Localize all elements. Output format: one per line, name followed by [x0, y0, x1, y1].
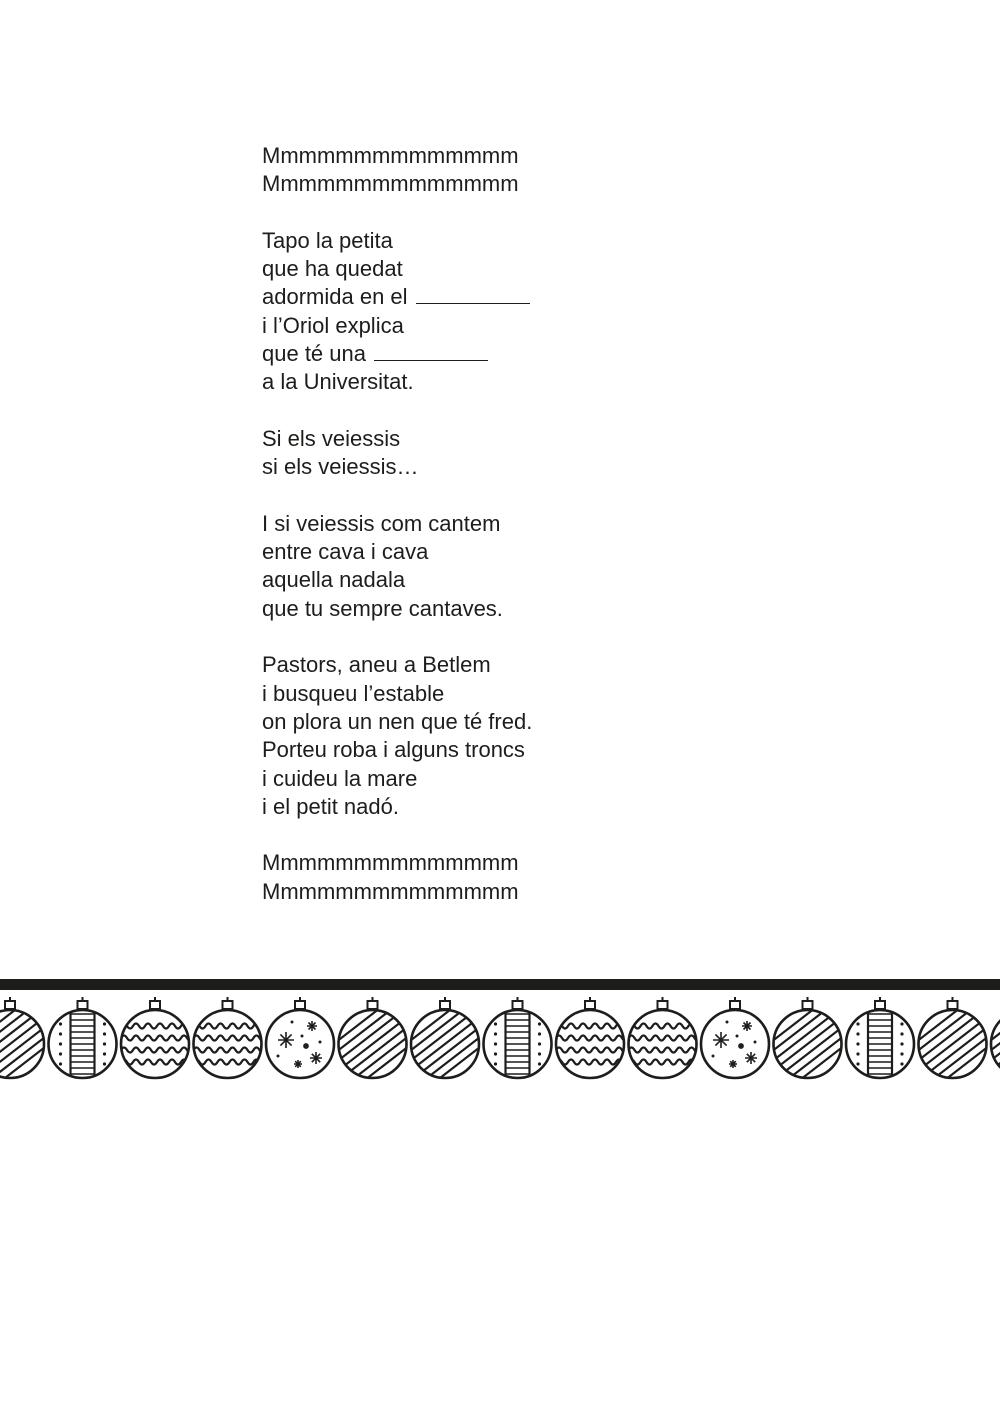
lyric-line: Mmmmmmmmmmmmmm: [262, 171, 519, 197]
christmas-bauble-icon: [725, 997, 891, 1078]
lyric-line: aquella nadala: [262, 567, 406, 593]
christmas-bauble-icon: [556, 997, 628, 1078]
lyric-line: que tu sempre cantaves.: [262, 595, 503, 621]
christmas-bauble-icon: [266, 997, 334, 1078]
lyric-line: que ha quedat: [262, 256, 403, 282]
lyric-line: i el petit nadó.: [262, 793, 399, 819]
christmas-bauble-icon: [362, 997, 528, 1078]
lyric-line: I si veiessis com cantem: [262, 510, 501, 536]
lyric-line-with-blank: [262, 283, 762, 311]
lyric-line: Pastors, aneu a Betlem: [262, 652, 491, 678]
lyric-line: Mmmmmmmmmmmmmm: [262, 878, 519, 904]
lyric-line: i cuideu la mare: [262, 765, 418, 791]
christmas-bauble-icon: [846, 997, 914, 1078]
ornament-border: [0, 992, 1000, 1084]
lyric-line: si els veiessis…: [262, 454, 419, 480]
stanza-hum-intro: [262, 142, 762, 199]
lyric-line: Mmmmmmmmmmmmmm: [262, 143, 519, 168]
christmas-bauble-icon: [49, 997, 117, 1078]
lyric-text: adormida en el: [262, 284, 408, 310]
christmas-bauble-icon: [484, 997, 552, 1078]
lyric-line: Si els veiessis: [262, 425, 401, 451]
lyric-line: entre cava i cava: [262, 539, 429, 565]
lyric-line: Porteu roba i alguns troncs: [262, 737, 525, 763]
stanza-veiessis: [262, 425, 762, 482]
lyric-line: a la Universitat.: [262, 369, 414, 395]
stanza-cantem: [262, 510, 762, 623]
stanza-tapo: [262, 227, 762, 397]
lyric-line: i l’Oriol explica: [262, 312, 404, 338]
decorative-border-rule: [0, 979, 1000, 990]
christmas-bauble-icon: [194, 997, 266, 1078]
christmas-bauble-icon: [629, 997, 701, 1078]
stanza-pastors: [262, 651, 762, 821]
stanza-hum-outro: [262, 849, 762, 906]
lyric-line: i busqueu l’estable: [262, 680, 445, 706]
fill-in-blank-2[interactable]: [374, 340, 488, 361]
lyric-line: on plora un nen que té fred.: [262, 708, 533, 734]
fill-in-blank-1[interactable]: [416, 283, 530, 304]
christmas-bauble-icon: [701, 997, 769, 1078]
lyric-line: Tapo la petita: [262, 227, 393, 253]
christmas-bauble-icon: [121, 997, 193, 1078]
lyric-line-with-blank: [262, 340, 762, 368]
lyric-text: que té una: [262, 341, 366, 367]
song-lyrics: [262, 142, 762, 906]
lyric-line: Mmmmmmmmmmmmmm: [262, 850, 519, 876]
